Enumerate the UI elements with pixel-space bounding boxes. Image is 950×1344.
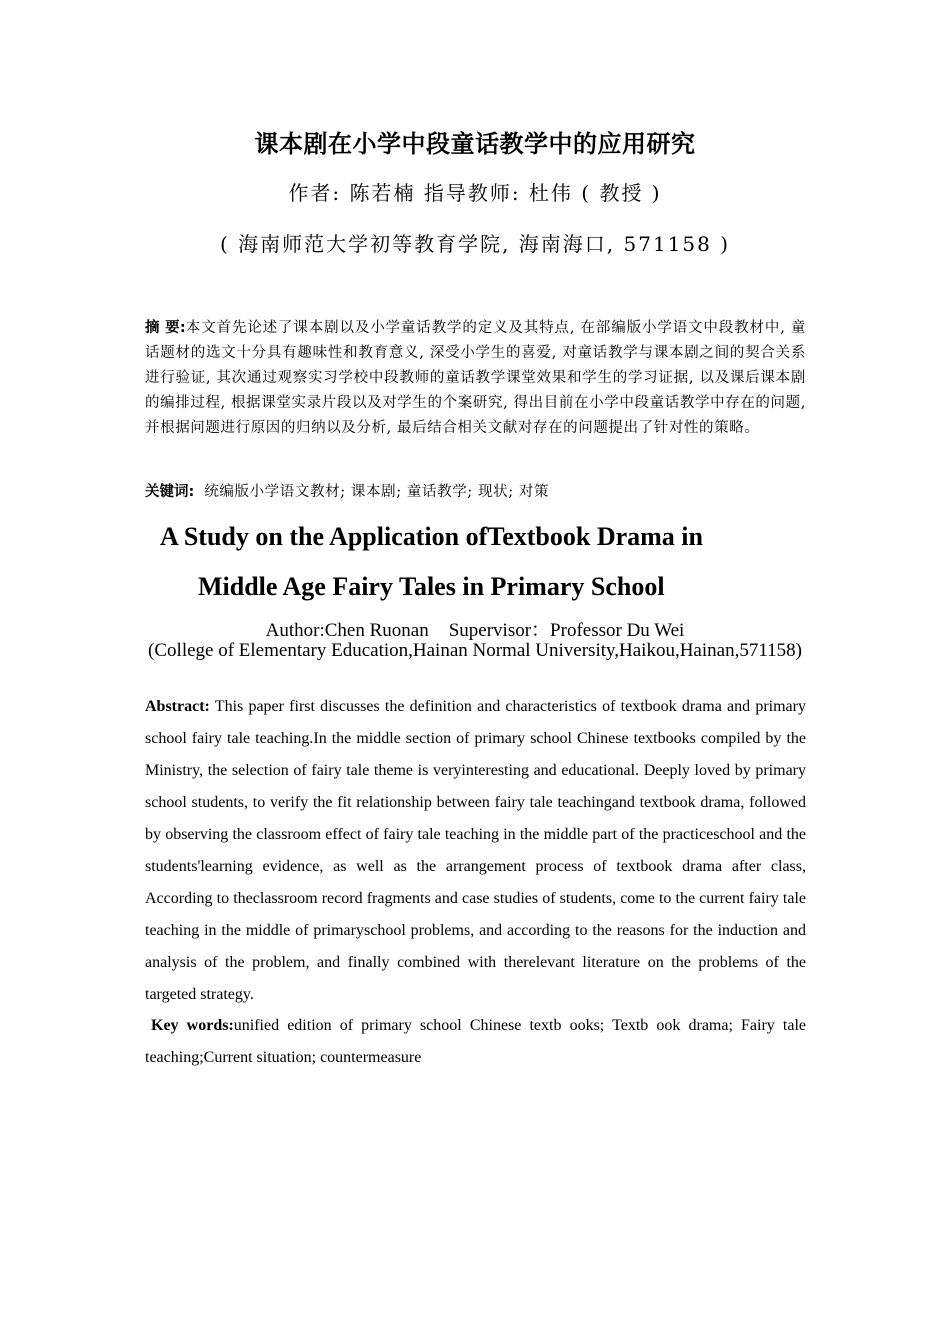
english-author: Author:Chen Ruonan [265,620,429,641]
english-author-line [0,615,950,642]
chinese-title: 课本剧在小学中段童话教学中的应用研究 [254,130,696,158]
english-supervisor: Supervisor：Professor Du Wei [448,620,685,641]
chinese-abstract-text: 本文首先论述了课本剧以及小学童话教学的定义及其特点, 在部编版小学语文中段教材中, 童话题材的选文十分具有趣味性和教育意义, 深受小学生的喜爱, 对童话教学与课本剧之间的契合关系进行验证, 其次通过观察实习学校中段教师的童话教学课堂效果和学生的学习证据, 以及课后课本剧的编排过程, 根据课堂实录片段以及对学生的个案研究, 得出目前在小学中段童话教学中存在的问题, 并根据问题进行原因的归纳以及分析, 最后结合相关文献对存在的问题提出了针对性的策略。 [145,320,806,436]
chinese-keywords-label: 关键词: [145,484,195,500]
english-keywords-label: Key words: [151,1017,234,1034]
english-keywords-text: unified edition of primary school Chinese textb ooks; Textb ook drama; Fairy tale teaching;Current situation; countermeasure [145,1017,806,1066]
english-abstract-text: This paper first discusses the definition and characteristics of textbook drama and primary school fairy tale teaching.In the middle section of primary school Chinese textbooks compiled by the Ministry, the selection of fairy tale theme is veryinteresting and educational. Deeply loved by primary school students, to verify the fit relationship between fairy tale teachingand textbook drama, followed by observing the classroom effect of fairy tale teaching in the middle part of the practiceschool and the students'learning evidence, as well as the arrangement process of textbook drama after class, According to theclassroom record fragments and case studies of students, come to the current fairy tale teaching in the middle of primaryschool problems, and according to the reasons for the induction and analysis of the problem, and finally combined with therelevant literature on the problems of the targeted strategy. [145,698,806,1003]
chinese-affiliation: ( 海南师范大学初等教育学院, 海南海口, 571158 ) [219,232,731,256]
english-abstract [145,691,806,1011]
chinese-abstract [145,316,806,441]
english-title-line-2: Middle Age Fairy Tales in Primary School [198,572,665,601]
english-abstract-label: Abstract: [145,698,210,715]
chinese-keywords [145,481,806,503]
chinese-abstract-label: 摘 要: [145,320,186,336]
chinese-author-line: 作者: 陈若楠 指导教师: 杜伟 ( 教授 ) [288,181,662,205]
chinese-keywords-text: 统编版小学语文教材; 课本剧; 童话教学; 现状; 对策 [204,484,550,500]
english-keywords [145,1010,806,1074]
english-affiliation: (College of Elementary Education,Hainan Normal University,Haikou,Hainan,571158) [148,640,802,661]
english-title-line-1: A Study on the Application ofTextbook Drama in [160,522,703,551]
